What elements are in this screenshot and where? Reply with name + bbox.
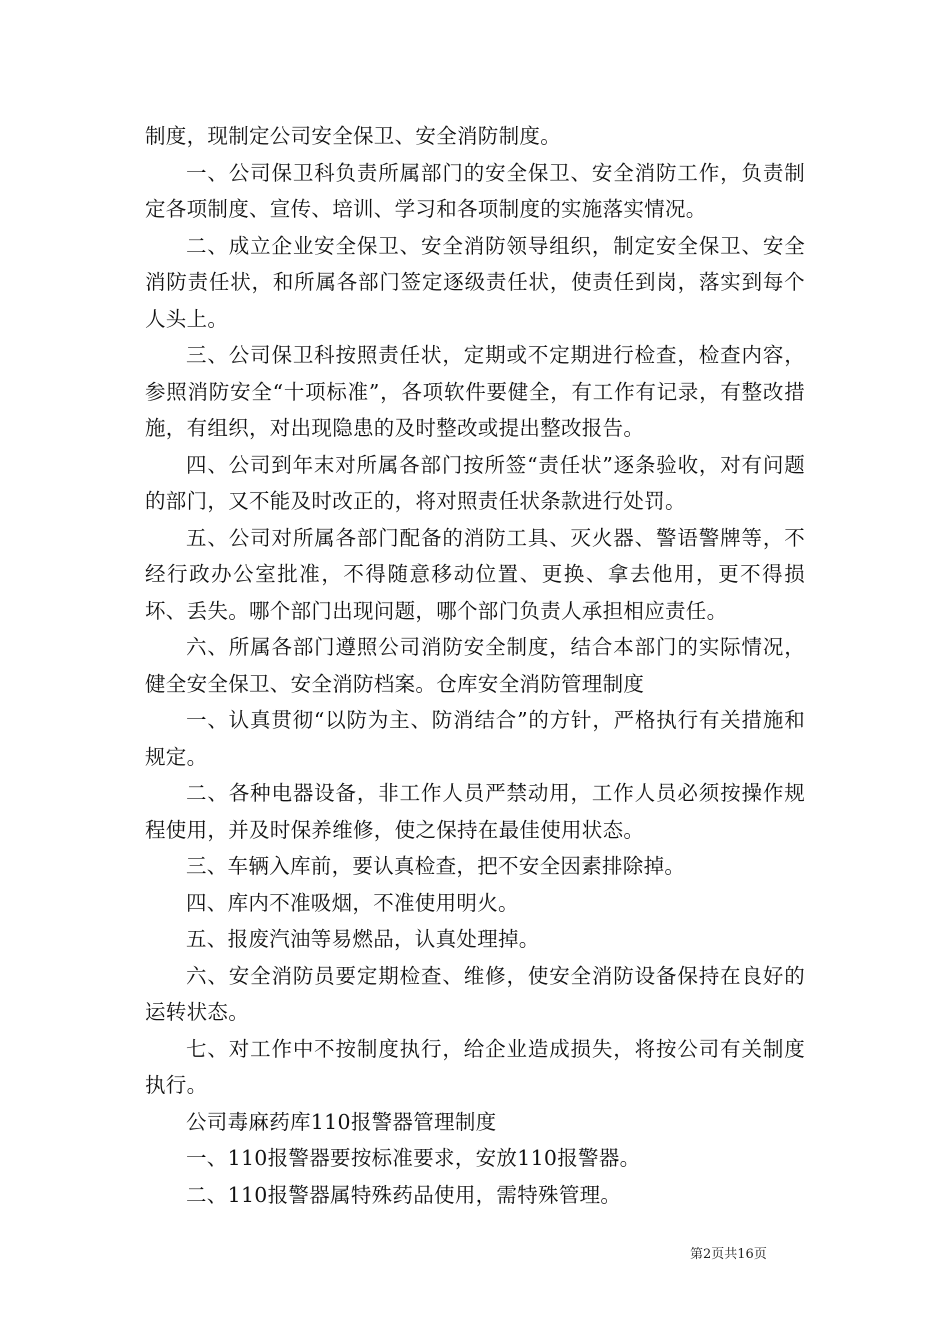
paragraph: 六、所属各部门遵照公司消防安全制度，结合本部门的实际情况，健全安全保卫、安全消防档案。仓库安全消防管理制度 bbox=[145, 635, 805, 696]
paragraph: 二、成立企业安全保卫、安全消防领导组织，制定安全保卫、安全消防责任状，和所属各部门签定逐级责任状，使责任到岗，落实到每个人头上。 bbox=[145, 233, 805, 331]
paragraph: 四、公司到年末对所属各部门按所签“责任状”逐条验收，对有问题的部门，又不能及时改正的，将对照责任状条款进行处罚。 bbox=[145, 452, 805, 513]
paragraph: 七、对工作中不按制度执行，给企业造成损失，将按公司有关制度执行。 bbox=[145, 1036, 805, 1097]
paragraph: 一、公司保卫科负责所属部门的安全保卫、安全消防工作，负责制定各项制度、宣传、培训、学习和各项制度的实施落实情况。 bbox=[145, 160, 805, 221]
paragraph: 制度，现制定公司安全保卫、安全消防制度。 bbox=[145, 124, 561, 148]
paragraph: 四、库内不准吸烟，不准使用明火。 bbox=[186, 890, 519, 915]
paragraph: 公司毒麻药库110报警器管理制度 bbox=[186, 1109, 497, 1134]
paragraph: 一、110报警器要按标准要求，安放110报警器。 bbox=[186, 1146, 641, 1170]
document-body bbox=[145, 118, 805, 1213]
page-number-footer: 第2页共16页 bbox=[690, 1247, 767, 1262]
paragraph: 二、110报警器属特殊药品使用，需特殊管理。 bbox=[186, 1182, 622, 1207]
paragraph: 六、安全消防员要定期检查、维修，使安全消防设备保持在良好的运转状态。 bbox=[145, 963, 805, 1024]
paragraph: 三、公司保卫科按照责任状，定期或不定期进行检查，检查内容，参照消防安全“十项标准”，各项软件要健全，有工作有记录，有整改措施，有组织，对出现隐患的及时整改或提出整改报告。 bbox=[145, 343, 805, 440]
paragraph: 三、车辆入库前，要认真检查，把不安全因素排除掉。 bbox=[186, 854, 686, 878]
paragraph: 五、公司对所属各部门配备的消防工具、灭火器、警语警牌等，不经行政办公室批准，不得随意移动位置、更换、拿去他用，更不得损坏、丢失。哪个部门出现问题，哪个部门负责人承担相应责任。 bbox=[145, 525, 805, 623]
paragraph: 二、各种电器设备，非工作人员严禁动用，工作人员必须按操作规程使用，并及时保养维修，使之保持在最佳使用状态。 bbox=[145, 781, 805, 842]
paragraph: 一、认真贯彻“以防为主、防消结合”的方针，严格执行有关措施和规定。 bbox=[145, 708, 805, 769]
paragraph: 五、报废汽油等易燃品，认真处理掉。 bbox=[186, 927, 540, 951]
